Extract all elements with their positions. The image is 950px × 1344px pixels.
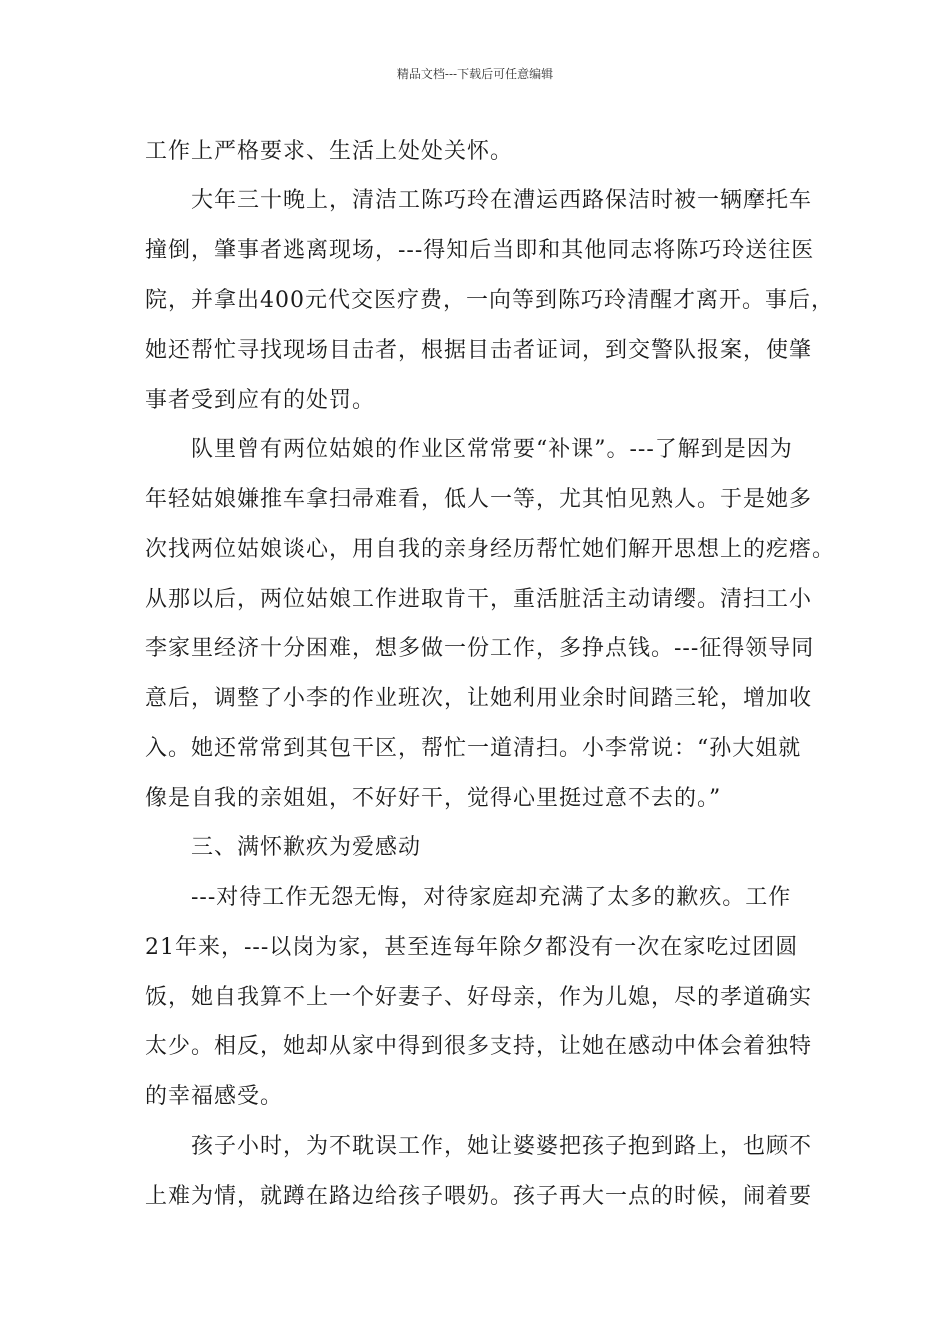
text-line: 事者受到应有的处罚。 [145,388,376,413]
text-line: 饭，她自我算不上一个好妻子、好母亲，作为儿媳，尽的孝道确实 [145,985,813,1010]
text-line: 院，并拿出400元代交医疗费，一向等到陈巧玲清醒才离开。事后， [145,288,834,313]
text-line: 入。她还常常到其包干区，帮忙一道清扫。小李常说：“孙大姐就 [145,736,802,761]
text-line: 孩子小时，为不耽误工作，她让婆婆把孩子抱到路上，也顾不 [145,1134,813,1159]
text-line: 大年三十晚上，清洁工陈巧玲在漕运西路保洁时被一辆摩托车 [145,188,813,213]
text-line: 太少。相反，她却从家中得到很多支持，让她在感动中体会着独特 [145,1034,813,1059]
text-line: 她还帮忙寻找现场目击者，根据目击者证词，到交警队报案，使肇 [145,338,813,363]
text-line: 次找两位姑娘谈心，用自我的亲身经历帮忙她们解开思想上的疙瘩。 [145,537,836,562]
text-line: 的幸福感受。 [145,1084,284,1109]
text-line: 工作上严格要求、生活上处处关怀。 [145,139,514,164]
text-line: 意后，调整了小李的作业班次，让她利用业余时间踏三轮，增加收 [145,686,813,711]
text-line: 队里曾有两位姑娘的作业区常常要“补课”。---了解到是因为 [145,437,793,462]
text-line: 上难为情，就蹲在路边给孩子喂奶。孩子再大一点的时候，闹着要 [145,1184,813,1209]
text-line: 21年来，---以岗为家，甚至连每年除夕都没有一次在家吃过团圆 [145,935,799,960]
text-line: 像是自我的亲姐姐，不好好干，觉得心里挺过意不去的。” [145,786,722,811]
page-header: 精品文档---下载后可任意编辑 [396,67,554,81]
text-line: 从那以后，两位姑娘工作进取肯干，重活脏活主动请缨。清扫工小 [145,587,813,612]
section-heading: 三、满怀歉疚为爱感动 [145,835,422,860]
text-line: 年轻姑娘嫌推车拿扫帚难看，低人一等，尤其怕见熟人。于是她多 [145,487,813,512]
text-line: ---对待工作无怨无悔，对待家庭却充满了太多的歉疚。工作 [145,885,792,910]
text-line: 李家里经济十分困难，想多做一份工作，多挣点钱。---征得领导同 [145,636,815,661]
text-line: 撞倒，肇事者逃离现场，---得知后当即和其他同志将陈巧玲送往医 [145,238,815,263]
